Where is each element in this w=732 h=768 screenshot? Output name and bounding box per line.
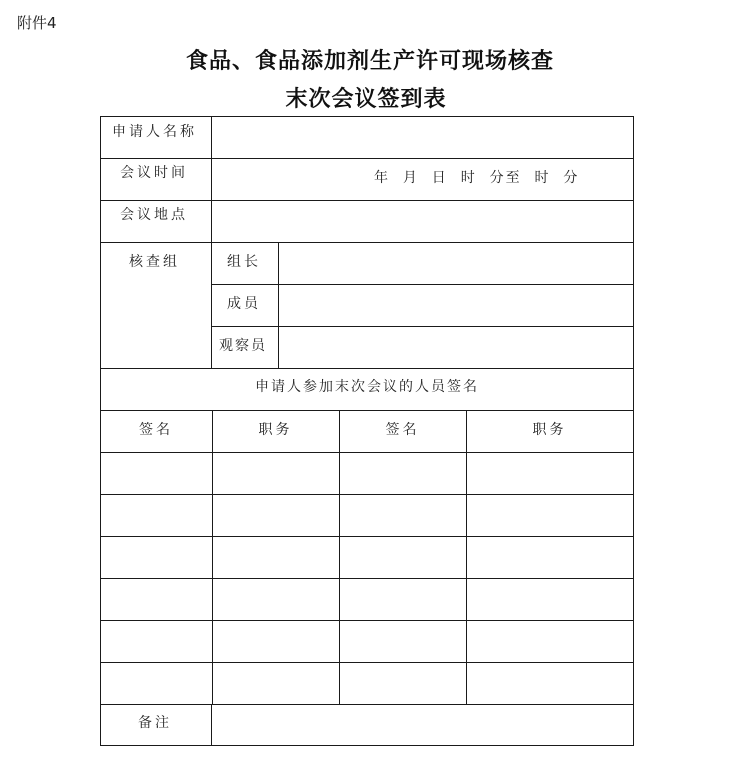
group-leader-label: 组长 xyxy=(227,254,261,270)
table-rule xyxy=(100,745,634,746)
position-cell[interactable] xyxy=(466,494,633,536)
table-rule xyxy=(633,116,634,746)
position-cell[interactable] xyxy=(212,620,339,662)
form-title-line-2: 末次会议签到表 xyxy=(285,86,447,112)
meeting-time-field[interactable]: 年 月 日 时 分至 时 分 xyxy=(374,170,580,186)
column-header-position: 职务 xyxy=(532,422,567,438)
member-label: 成员 xyxy=(227,296,261,312)
signature-cell[interactable] xyxy=(339,578,466,620)
applicant-name-field[interactable] xyxy=(212,116,633,158)
position-cell[interactable] xyxy=(466,620,633,662)
signature-cell[interactable] xyxy=(100,494,212,536)
signature-cell[interactable] xyxy=(339,452,466,494)
sign-in-form-table xyxy=(100,116,634,746)
observer-field[interactable] xyxy=(279,326,633,368)
observer-label: 观察员 xyxy=(219,338,267,354)
column-header-signature: 签名 xyxy=(139,422,173,438)
meeting-place-label: 会议地点 xyxy=(120,207,188,223)
signature-cell[interactable] xyxy=(100,620,212,662)
form-title-line-1: 食品、食品添加剂生产许可现场核查 xyxy=(185,48,554,74)
signature-cell[interactable] xyxy=(339,662,466,704)
member-field[interactable] xyxy=(279,284,633,326)
position-cell[interactable] xyxy=(212,662,339,704)
signature-cell[interactable] xyxy=(339,536,466,578)
position-cell[interactable] xyxy=(212,494,339,536)
attendee-signature-heading: 申请人参加末次会议的人员签名 xyxy=(255,379,479,395)
position-cell[interactable] xyxy=(212,452,339,494)
column-header-signature: 签名 xyxy=(385,422,420,438)
position-cell[interactable] xyxy=(466,662,633,704)
position-cell[interactable] xyxy=(212,536,339,578)
meeting-place-field[interactable] xyxy=(212,200,633,242)
attachment-label: 附件4 xyxy=(17,14,57,32)
column-header-position: 职务 xyxy=(258,422,293,438)
table-rule xyxy=(100,158,634,159)
position-cell[interactable] xyxy=(466,536,633,578)
position-cell[interactable] xyxy=(466,578,633,620)
remarks-field[interactable] xyxy=(212,704,633,745)
signature-cell[interactable] xyxy=(339,620,466,662)
group-leader-field[interactable] xyxy=(279,242,633,284)
signature-cell[interactable] xyxy=(100,536,212,578)
position-cell[interactable] xyxy=(212,578,339,620)
signature-cell[interactable] xyxy=(100,578,212,620)
position-cell[interactable] xyxy=(466,452,633,494)
applicant-name-label: 申请人名称 xyxy=(112,124,197,140)
inspection-group-label: 核查组 xyxy=(129,254,180,270)
meeting-time-label: 会议时间 xyxy=(120,165,188,181)
signature-cell[interactable] xyxy=(100,452,212,494)
table-rule xyxy=(100,368,634,369)
remarks-label: 备注 xyxy=(138,715,172,731)
signature-cell[interactable] xyxy=(339,494,466,536)
table-rule xyxy=(100,410,634,411)
signature-cell[interactable] xyxy=(100,662,212,704)
